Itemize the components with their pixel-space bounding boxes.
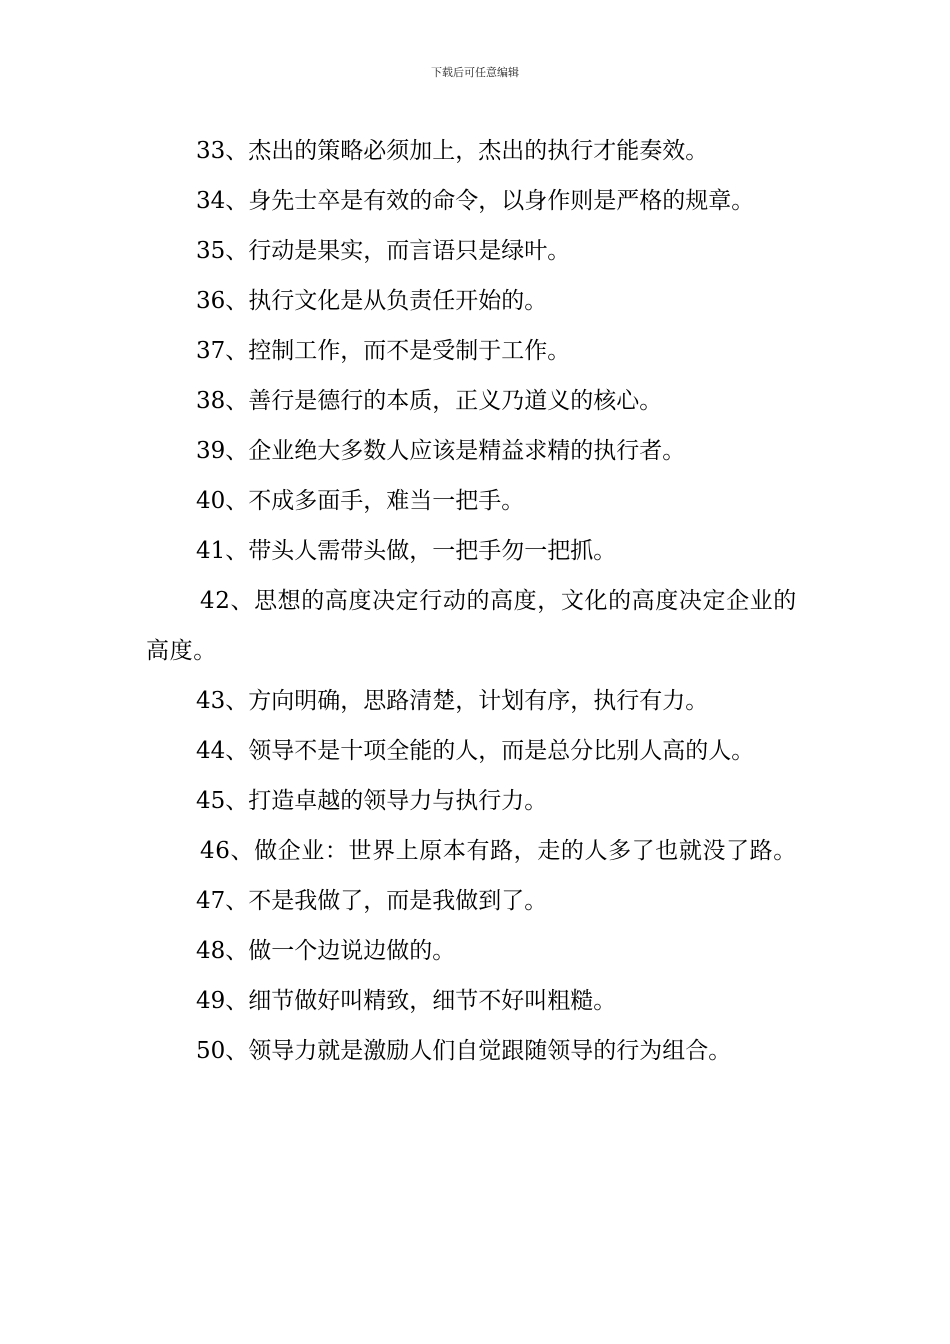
paragraph-39: 39、企业绝大多数人应该是精益求精的执行者。	[196, 438, 686, 464]
paragraph-40: 40、不成多面手，难当一把手。	[196, 488, 525, 514]
paragraph-48: 48、做一个边说边做的。	[196, 938, 456, 964]
paragraph-36: 36、执行文化是从负责任开始的。	[196, 288, 548, 314]
document-body	[146, 126, 810, 1076]
paragraph-45: 45、打造卓越的领导力与执行力。	[196, 788, 548, 814]
paragraph-34: 34、身先士卒是有效的命令，以身作则是严格的规章。	[196, 188, 755, 214]
paragraph-46: 46、做企业：世界上原本有路，走的人多了也就没了路。	[200, 838, 797, 864]
paragraph-35: 35、行动是果实，而言语只是绿叶。	[196, 238, 571, 264]
paragraph-37: 37、控制工作，而不是受制于工作。	[196, 338, 571, 364]
paragraph-49: 49、细节做好叫精致，细节不好叫粗糙。	[196, 988, 617, 1014]
paragraph-50: 50、领导力就是激励人们自觉跟随领导的行为组合。	[196, 1038, 732, 1064]
paragraph-41: 41、带头人需带头做，一把手勿一把抓。	[196, 538, 617, 564]
header-note: 下载后可任意编辑	[431, 66, 519, 79]
paragraph-42: 42、思想的高度决定行动的高度，文化的高度决定企业的高度。	[146, 588, 797, 664]
paragraph-44: 44、领导不是十项全能的人，而是总分比别人高的人。	[196, 738, 755, 764]
paragraph-33: 33、杰出的策略必须加上，杰出的执行才能奏效。	[196, 138, 709, 164]
paragraph-47: 47、不是我做了，而是我做到了。	[196, 888, 548, 914]
paragraph-38: 38、善行是德行的本质，正义乃道义的核心。	[196, 388, 663, 414]
paragraph-43: 43、方向明确，思路清楚，计划有序，执行有力。	[196, 688, 709, 714]
